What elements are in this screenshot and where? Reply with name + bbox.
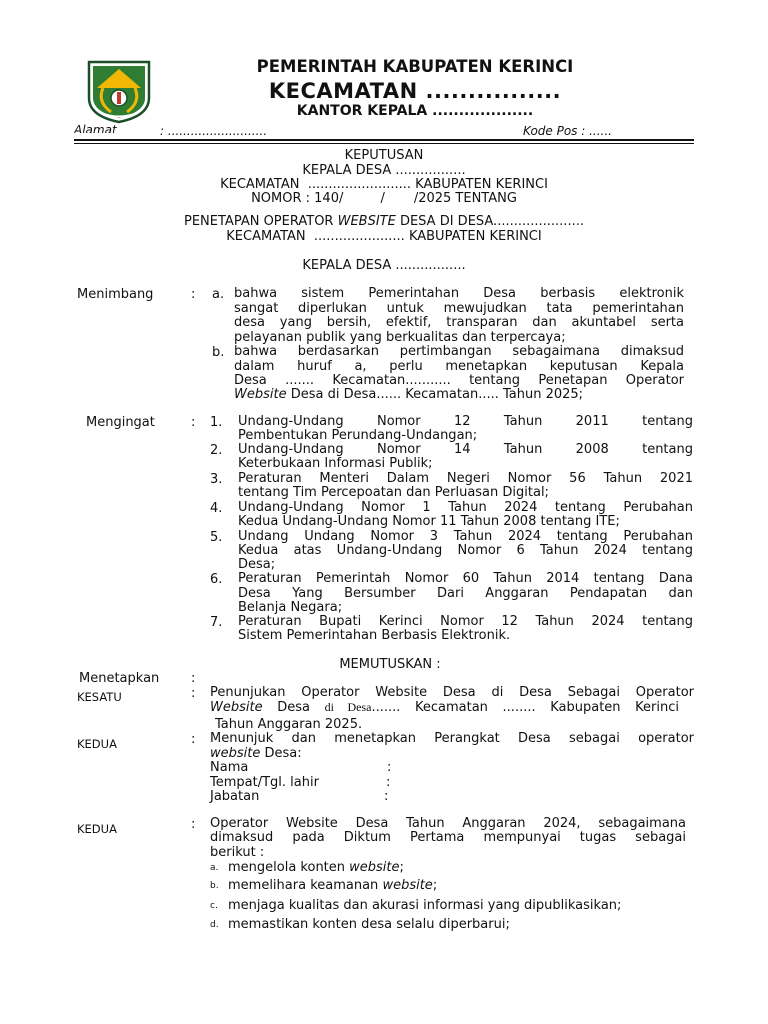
mengingat-item-line: Belanja Negara; [238, 600, 343, 615]
kesatu-line1: Penunjukan Operator Website Desa di Desa Sebagai Operator [210, 685, 694, 700]
task-text-website: website [349, 860, 400, 875]
mengingat-item-number: 2. [210, 443, 223, 458]
task-text-main: memelihara keamanan [228, 878, 383, 893]
kedua2-colon: : [191, 817, 196, 832]
mengingat-item-line: tentang Tim Percepoatan dan Perluasan Digital; [238, 485, 549, 500]
header-line2: KECAMATAN ................ [268, 79, 562, 103]
kesatu-di-desa: di Desa [324, 700, 372, 714]
header-line3: KANTOR KEPALA ................... [296, 103, 534, 119]
mengingat-item-number: 6. [210, 572, 223, 587]
menetapkan-colon: : [191, 671, 196, 686]
task-text [228, 860, 404, 875]
task-marker: a. [210, 863, 219, 873]
menimbang-b-line2: dalam huruf a, perlu menetapkan keputusan Kepala [234, 359, 684, 374]
menimbang-b-rest: Desa di Desa...... Kecamatan..... Tahun 2025; [286, 387, 584, 402]
task-text-main: menjaga kualitas dan akurasi informasi yang dipublikasikan; [228, 898, 622, 913]
kedua1-line2 [210, 746, 302, 761]
task-text [228, 917, 510, 932]
task-text-main: memastikan konten desa selalu diperbarui; [228, 917, 510, 932]
mengingat-item-line: Peraturan Menteri Dalam Negeri Nomor 56 Tahun 2021 [238, 471, 693, 486]
kesatu-line2 [210, 700, 679, 716]
menimbang-a-line4: pelayanan publik yang berkualitas dan terpercaya; [234, 330, 566, 345]
title-penetapan-c: DESA DI DESA...................... [395, 214, 584, 229]
kesatu-desa: Desa [262, 700, 325, 715]
mengingat-item-line: Kedua Undang-Undang Nomor 11 Tahun 2008 tentang ITE; [238, 514, 620, 529]
header-rule-thin [74, 143, 694, 144]
kedua2-line3: berikut : [210, 845, 265, 860]
kedua1-website: website [210, 746, 261, 761]
mengingat-colon: : [191, 415, 196, 430]
kedua1-label: KEDUA [77, 737, 117, 751]
title-penetapan-website: WEBSITE [337, 214, 396, 229]
title-penetapan-a: PENETAPAN OPERATOR [184, 214, 338, 229]
mengingat-item-number: 3. [210, 472, 223, 487]
field-ttl-label: Tempat/Tgl. lahir [210, 775, 319, 790]
menetapkan-label: Menetapkan [79, 671, 160, 686]
mengingat-item-line: Desa; [238, 557, 276, 572]
menimbang-b-line4 [234, 388, 684, 403]
task-text-end: ; [399, 860, 404, 875]
menimbang-b-line1: bahwa berdasarkan pertimbangan sebagaimana dimaksud [234, 344, 684, 359]
menimbang-b-website: Website [234, 387, 287, 402]
field-jabatan-label: Jabatan [210, 789, 260, 804]
header-rule-thick [74, 139, 694, 141]
mengingat-item-number: 7. [210, 615, 223, 630]
kedua2-line1: Operator Website Desa Tahun Anggaran 2024, sebagaimana [210, 816, 686, 831]
menimbang-b-line3: Desa ....... Kecamatan........... tentang Penetapan Operator [234, 373, 684, 388]
field-nama-colon: : [387, 760, 392, 775]
mengingat-label: Mengingat [86, 415, 155, 430]
menimbang-a-line3: desa yang bersih, efektif, transparan dan akuntabel serta [234, 315, 684, 330]
kerinci-logo [83, 58, 155, 124]
mengingat-item-line: Peraturan Bupati Kerinci Nomor 12 Tahun 2024 tentang [238, 614, 693, 629]
title-nomor: NOMOR : 140/ / /2025 TENTANG [251, 191, 517, 206]
alamat-value: : .......................... [160, 124, 268, 138]
mengingat-item-line: Undang Undang Nomor 3 Tahun 2024 tentang Perubahan [238, 529, 693, 544]
menimbang-a-mark: a. [212, 287, 225, 302]
kedua2-label: KEDUA [77, 822, 117, 836]
task-text [228, 898, 621, 913]
kesatu-line3: Tahun Anggaran 2025. [215, 717, 363, 732]
task-marker: d. [210, 920, 219, 930]
kedua1-colon: : [191, 732, 196, 747]
title-kecamatan: KECAMATAN ......................... KABUPATEN KERINCI [220, 177, 548, 192]
mengingat-item-line: Undang-Undang Nomor 14 Tahun 2008 tentang [238, 442, 693, 457]
mengingat-item-number: 4. [210, 501, 223, 516]
kedua2-line2: dimaksud pada Diktum Pertama mempunyai tugas sebagai [210, 830, 686, 845]
kode-pos: Kode Pos : ...... [523, 124, 612, 138]
title-kepala-desa: KEPALA DESA ................. [302, 163, 466, 178]
kedua1-line1: Menunjuk dan menetapkan Perangkat Desa sebagai operator [210, 731, 694, 746]
task-text-end: ; [432, 878, 438, 893]
task-marker: b. [210, 881, 219, 891]
task-text-main: mengelola konten [228, 860, 350, 875]
task-marker: c. [210, 901, 218, 911]
kesatu-colon: : [191, 686, 196, 701]
task-text-website: website [382, 878, 433, 893]
field-jabatan-colon: : [384, 789, 389, 804]
alamat-label: Alamat [74, 123, 117, 133]
kesatu-label: KESATU [77, 690, 122, 704]
menimbang-a-line1: bahwa sistem Pemerintahan Desa berbasis elektronik [234, 286, 684, 301]
mengingat-item-number: 1. [210, 415, 223, 430]
field-nama-label: Nama [210, 760, 249, 775]
mengingat-item-line: Peraturan Pemerintah Nomor 60 Tahun 2014 tentang Dana [238, 571, 693, 586]
mengingat-item-line: Kedua atas Undang-Undang Nomor 6 Tahun 2024 tentang [238, 543, 693, 558]
mengingat-item-line: Desa Yang Bersumber Dari Anggaran Pendapatan dan [238, 586, 693, 601]
mengingat-item-line: Keterbukaan Informasi Publik; [238, 456, 433, 471]
menimbang-b-mark: b. [212, 345, 225, 360]
mengingat-item-line: Undang-Undang Nomor 12 Tahun 2011 tentang [238, 414, 693, 429]
kedua1-desa: Desa: [260, 746, 302, 761]
title-kecamatan-2: KECAMATAN ...................... KABUPATEN KERINCI [226, 229, 542, 244]
mengingat-item-number: 5. [210, 530, 223, 545]
field-ttl-colon: : [386, 775, 391, 790]
header-line1: PEMERINTAH KABUPATEN KERINCI [256, 57, 574, 76]
kesatu-website: Website [210, 700, 263, 715]
mengingat-item-line: Sistem Pemerintahan Berbasis Elektronik. [238, 628, 511, 643]
menimbang-label: Menimbang [77, 287, 154, 302]
task-text [228, 878, 437, 893]
mengingat-item-line: Pembentukan Perundang-Undangan; [238, 428, 478, 443]
title-keputusan: KEPUTUSAN [344, 148, 424, 163]
memutuskan-heading: MEMUTUSKAN : [339, 657, 441, 672]
title-penetapan [0, 214, 768, 229]
menimbang-colon: : [191, 287, 196, 302]
mengingat-item-line: Undang-Undang Nomor 1 Tahun 2024 tentang Perubahan [238, 500, 693, 515]
title-kepala-desa-2: KEPALA DESA ................. [302, 258, 466, 273]
menimbang-a-line2: sangat diperlukan untuk mewujudkan tata pemerintahan [234, 301, 684, 316]
kesatu-kecamatan: ....... Kecamatan ........ Kabupaten Kerinci [371, 700, 680, 715]
